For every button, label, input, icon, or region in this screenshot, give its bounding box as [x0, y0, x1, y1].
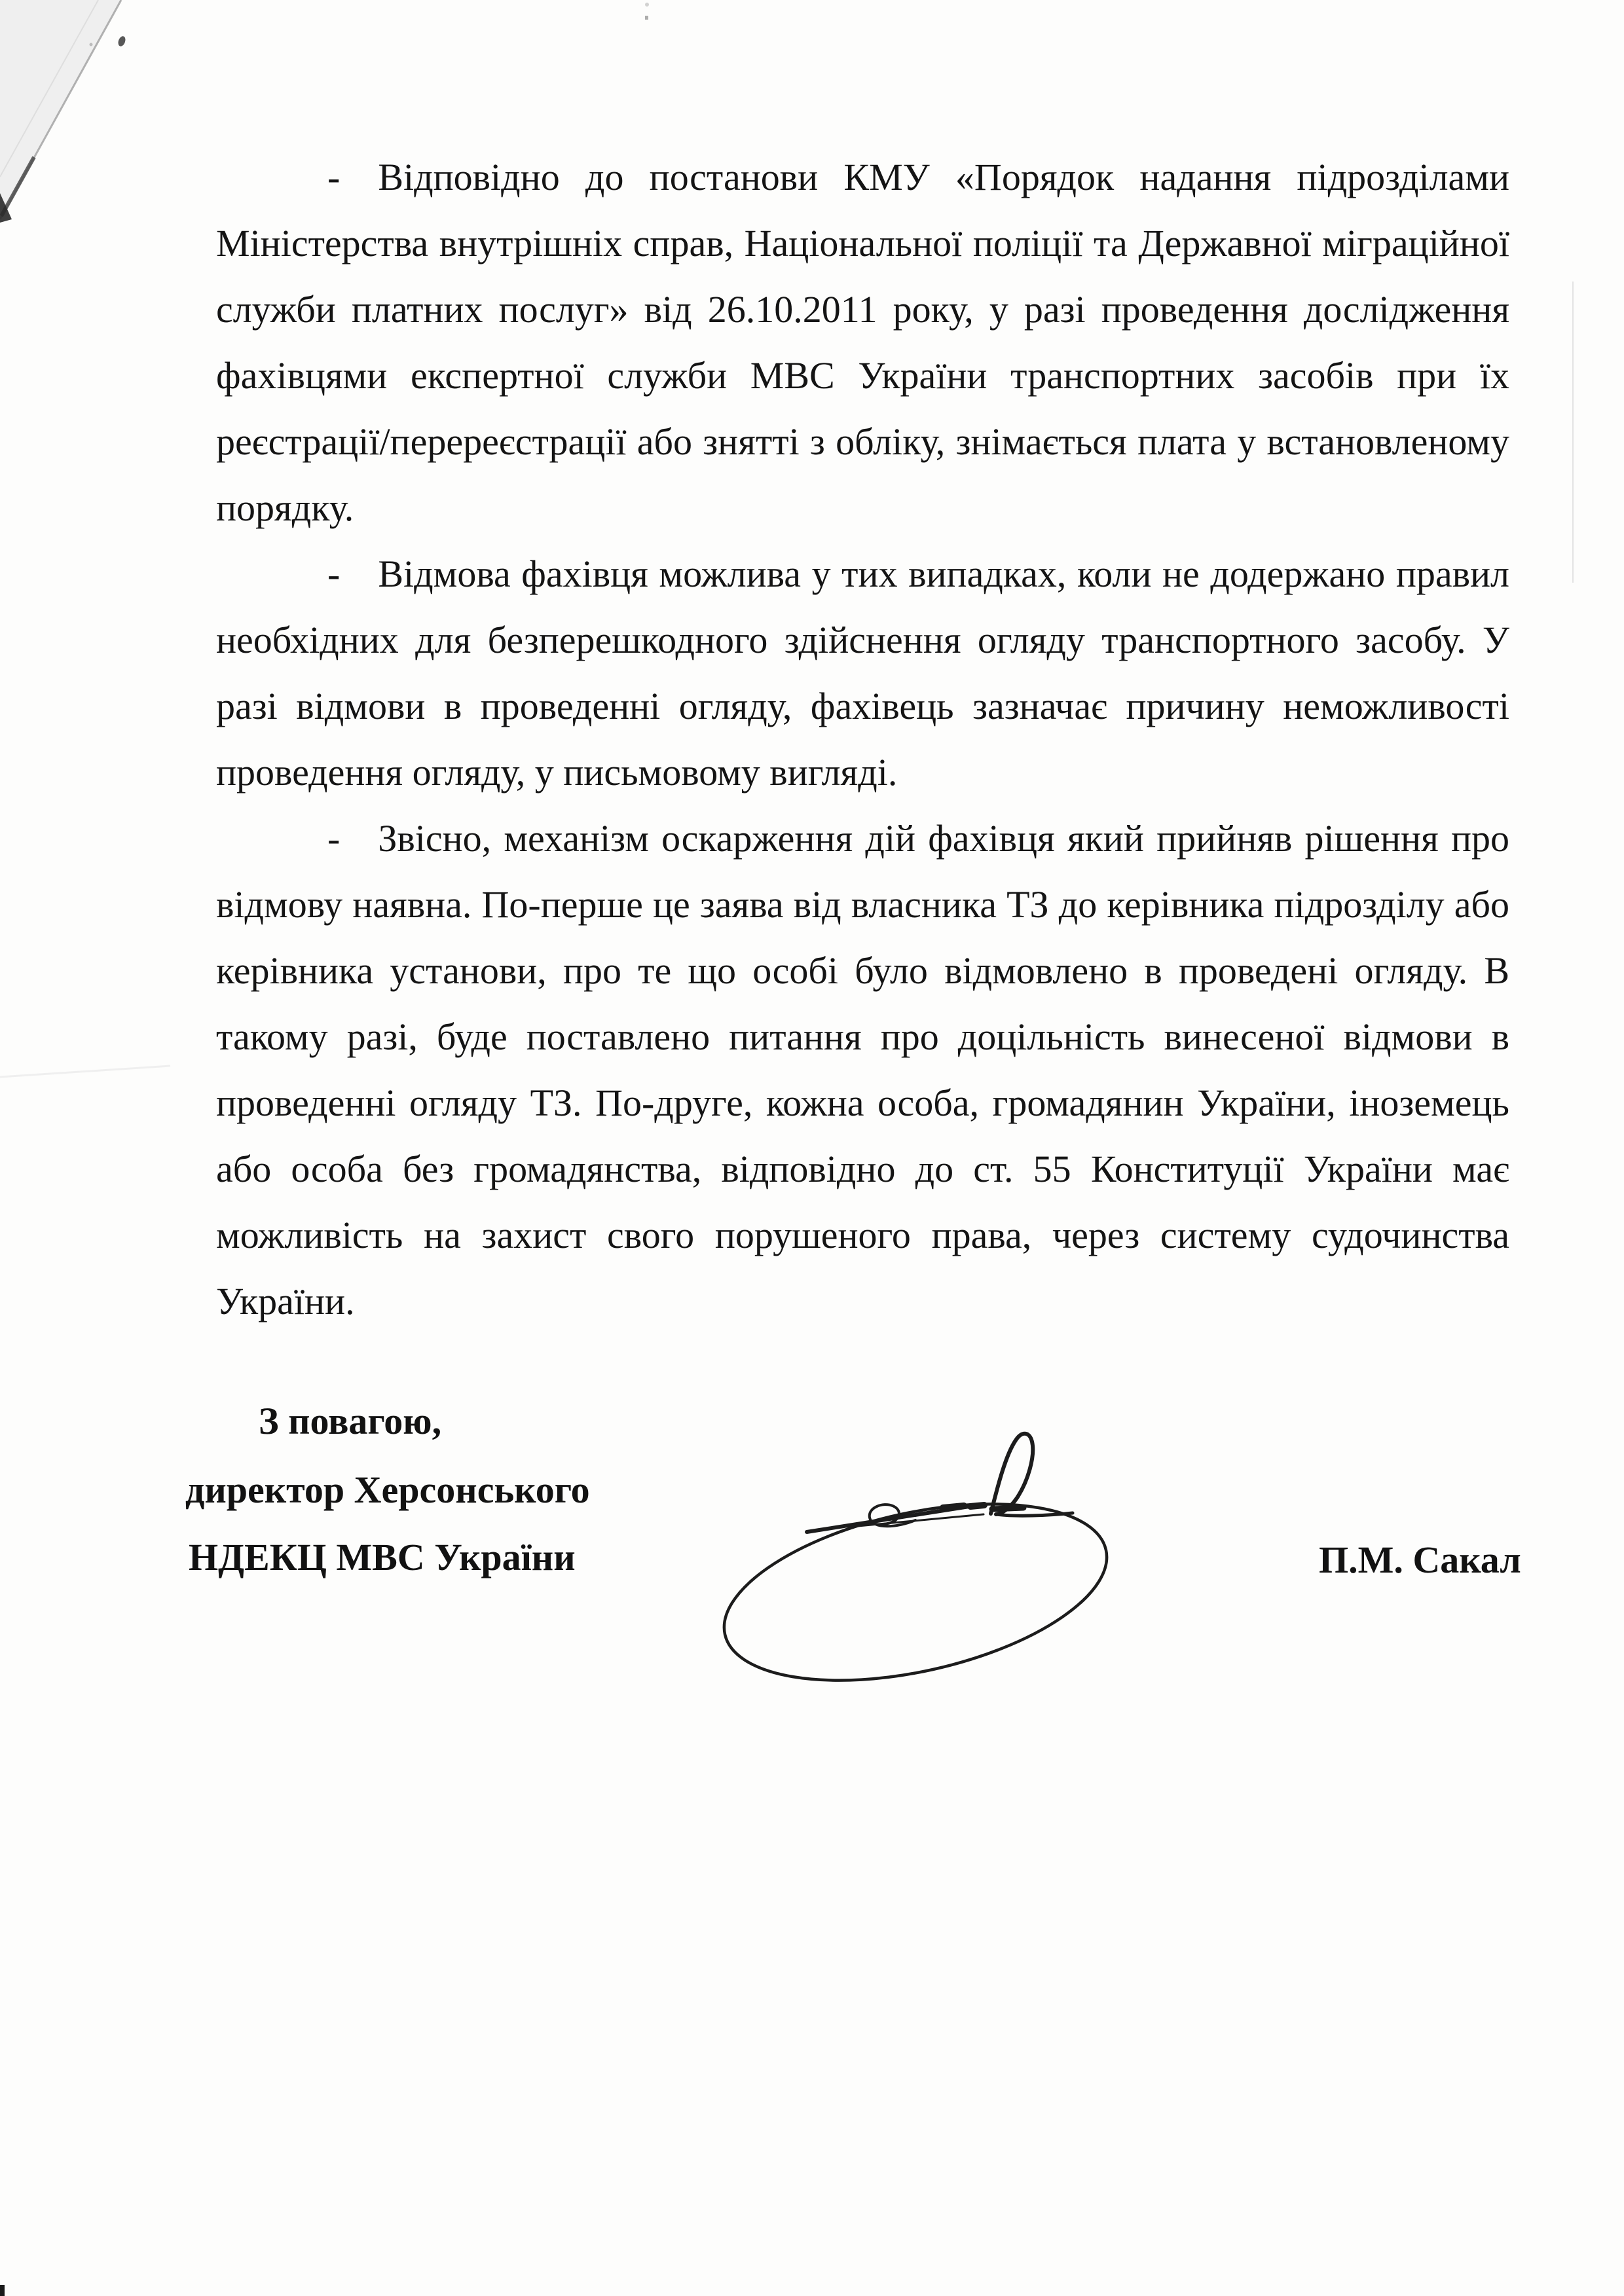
body-line: фахівцями експертної служби МВС України транспортних засобів при їх	[216, 354, 1509, 397]
body-line: реєстрації/перереєстрації або знятті з обліку, знімається плата у встановленому	[216, 420, 1509, 463]
body-line: керівника установи, про те що особі було відмовлено в проведені огляду. В	[216, 949, 1509, 992]
body-line: необхідних для безперешкодного здійснення огляду транспортного засобу. У	[216, 619, 1509, 661]
page-fold-artifact	[0, 0, 121, 223]
body-line: - Відмова фахівця можлива у тих випадках, коли не додержано правил	[327, 553, 1509, 595]
body-line: проведенні огляду ТЗ. По-друге, кожна особа, громадянин України, іноземець	[216, 1082, 1509, 1124]
body-line: - Звісно, механізм оскарження дій фахівця який прийняв рішення про	[327, 817, 1509, 860]
signature-scribble	[708, 1434, 1123, 1712]
body-line: можливість на захист свого порушеного права, через систему судочинства	[216, 1214, 1509, 1256]
body-line: України.	[216, 1280, 355, 1322]
body-line: відмову наявна. По-перше це заява від власника ТЗ до керівника підрозділу або	[216, 883, 1509, 926]
body-line: такому разі, буде поставлено питання про доцільність винесеної відмови в	[216, 1015, 1509, 1058]
body-line: служби платних послуг» від 26.10.2011 року, у разі проведення дослідження	[216, 288, 1509, 331]
body-line: порядку.	[216, 486, 354, 529]
letter-body	[216, 144, 1509, 1334]
body-line: Міністерства внутрішніх справ, Національної поліції та Державної міграційної	[216, 222, 1509, 264]
body-line: - Відповідно до постанови КМУ «Порядок надання підрозділами	[327, 156, 1509, 198]
closing-title-line1: директор Херсонського	[185, 1468, 590, 1511]
closing-regards: З повагою,	[259, 1400, 442, 1442]
body-line: разі відмови в проведенні огляду, фахівець зазначає причину неможливості	[216, 685, 1509, 727]
signer-name: П.М. Сакал	[1319, 1539, 1521, 1581]
body-line: проведення огляду, у письмовому вигляді.	[216, 751, 898, 793]
body-line: або особа без громадянства, відповідно до ст. 55 Конституції України має	[216, 1148, 1509, 1190]
closing-title-line2: НДЕКЦ МВС України	[189, 1536, 576, 1578]
